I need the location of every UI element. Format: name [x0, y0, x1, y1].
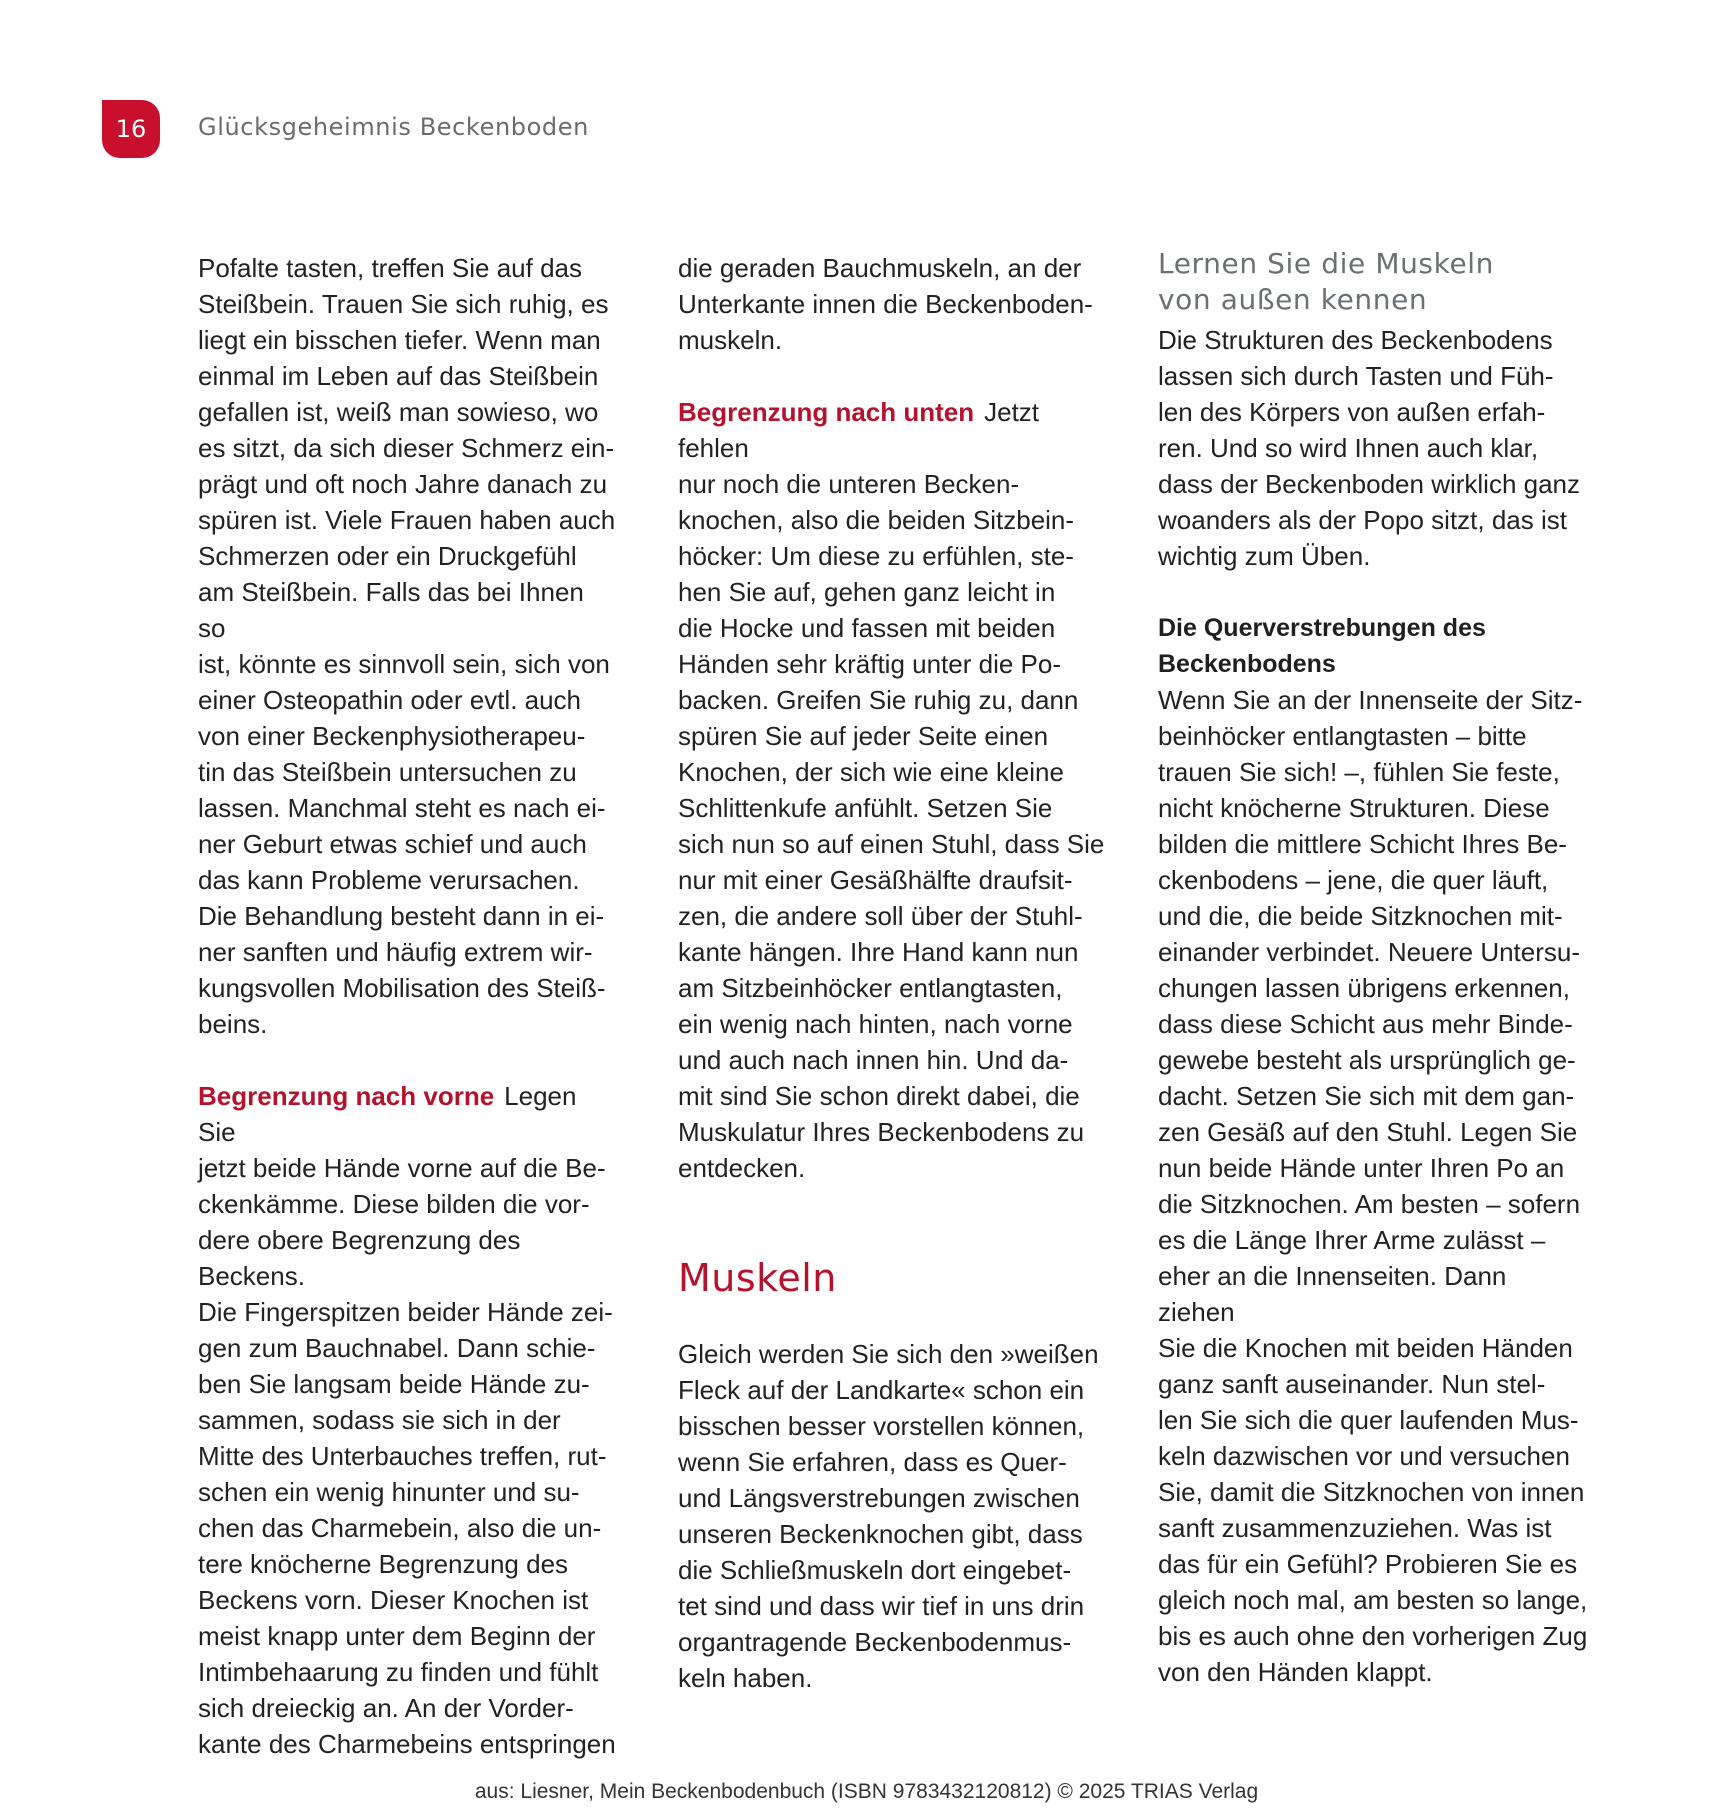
bold-heading: Die Querverstrebungen des Beckenbodens [1158, 614, 1486, 678]
column-2 [678, 250, 1108, 1696]
paragraph: Die Strukturen des Beckenbodens lassen sich durch Tasten und Füh- len des Körpers von außen erfah- ren. Und so wird Ihnen auch klar, dass der Beckenboden wirklich ganz woanders als der Popo sitzt, das ist wichtig zum Üben. [1158, 325, 1581, 571]
paragraph: Wenn Sie an der Innenseite der Sitz- beinhöcker entlangtasten – bitte trauen Sie sich! –, fühlen Sie feste, nicht knöcherne Strukturen. Diese bilden die mittlere Schicht Ihres Be- ckenbodens – jene, die quer läuft, und die, die beide Sitzknochen mit- einander verbindet. Neuere Untersu- chungen lassen übrigens erkennen, dass diese Schicht aus mehr Binde- gewebe besteht als ursprünglich ge- dacht. Setzen Sie sich mit dem gan- zen Gesäß auf den Stuhl. Legen Sie nun beide Hände unter Ihren Po an die Sitzknochen. Am besten – sofern es die Länge Ihrer Arme zulässt – eher an die Innenseiten. Dann ziehen Sie die Knochen mit beiden Händen ganz sanft auseinander. Nun stel- len Sie sich die quer laufenden Mus- keln dazwischen vor und versuchen Sie, damit die Sitzknochen von innen sanft zusammenzuziehen. Was ist das für ein Gefühl? Probieren Sie es gleich noch mal, am besten so lange, bis es auch ohne den vorherigen Zug von den Händen klappt. [1158, 685, 1588, 1687]
column-1 [198, 250, 618, 1762]
paragraph-lead: Begrenzung nach vorne [198, 1081, 495, 1111]
page-number: 16 [115, 115, 147, 143]
paragraph [678, 394, 1108, 1186]
paragraph [198, 1078, 618, 1762]
paragraph: Pofalte tasten, treffen Sie auf das Steißbein. Trauen Sie sich ruhig, es liegt ein bisschen tiefer. Wenn man einmal im Leben auf das Steißbein gefallen ist, weiß man sowieso, wo es sitzt, da sich dieser Schmerz ein- prägt und oft noch Jahre danach zu spüren ist. Viele Frauen haben auch Schmerzen oder ein Druckgefühl am Steißbein. Falls das bei Ihnen so ist, könnte es sinnvoll sein, sich von einer Osteopathin oder evtl. auch von einer Beckenphysiotherapeu- tin das Steißbein untersuchen zu lassen. Manchmal steht es nach ei- ner Geburt etwas schief und auch das kann Probleme verursachen. Die Behandlung besteht dann in ei- ner sanften und häufig extrem wir- kungsvollen Mobilisation des Steiß- beins. [198, 253, 616, 1039]
paragraph: Gleich werden Sie sich den »weißen Fleck auf der Landkarte« schon ein bisschen besser vorstellen können, wenn Sie erfahren, dass es Quer- und Längsverstrebungen zwischen unseren Beckenknochen gibt, dass die Schließmuskeln dort eingebet- tet sind und dass wir tief in uns drin organtragende Beckenbodenmus- keln haben. [678, 1339, 1099, 1693]
paragraph-text: Legen Sie jetzt beide Hände vorne auf die Be- ckenkämme. Diese bilden die vor- dere obere Begrenzung des Beckens. Die Fingerspitzen beider Hände zei- gen zum Bauchnabel. Dann schie- ben Sie langsam beide Hände zu- sammen, sodass sie sich in der Mitte des Unterbauches treffen, rut- schen ein wenig hinunter und su- chen das Charmebein, also die un- tere knöcherne Begrenzung des Beckens vorn. Dieser Knochen ist meist knapp unter dem Beginn der Intimbehaarung zu finden und fühlt sich dreieckig an. An der Vorder- kante des Charmebeins entspringen [198, 1081, 616, 1759]
footer-citation: aus: Liesner, Mein Beckenbodenbuch (ISBN 9783432120812) © 2025 TRIAS Verlag [474, 1780, 1259, 1803]
page-number-badge [102, 100, 160, 158]
subheading: Lernen Sie die Muskeln von außen kennen [1158, 247, 1494, 316]
paragraph-lead: Begrenzung nach unten [678, 397, 975, 427]
paragraph-text: Jetzt fehlen nur noch die unteren Becken- knochen, also die beiden Sitzbein- höcker: Um diese zu erfühlen, ste- hen Sie auf, gehen ganz leicht in die Hocke und fassen mit beiden Händen sehr kräftig unter die Po- backen. Greifen Sie ruhig zu, dann spüren Sie auf jeder Seite einen Knochen, der sich wie eine kleine Schlittenkufe anfühlt. Setzen Sie sich nun so auf einen Stuhl, dass Sie nur mit einer Gesäßhälfte draufsit- zen, die andere soll über der Stuhl- kante hängen. Ihre Hand kann nun am Sitzbeinhöcker entlangtasten, ein wenig nach hinten, nach vorne und auch nach innen hin. Und da- mit sind Sie schon direkt dabei, die Muskulatur Ihres Beckenbodens zu entdecken. [678, 397, 1105, 1183]
paragraph: die geraden Bauchmuskeln, an der Unterkante innen die Beckenboden- muskeln. [678, 253, 1093, 355]
section-heading: Muskeln [678, 1256, 837, 1300]
column-3 [1158, 246, 1588, 1690]
running-head: Glücksgeheimnis Beckenboden [198, 113, 589, 141]
